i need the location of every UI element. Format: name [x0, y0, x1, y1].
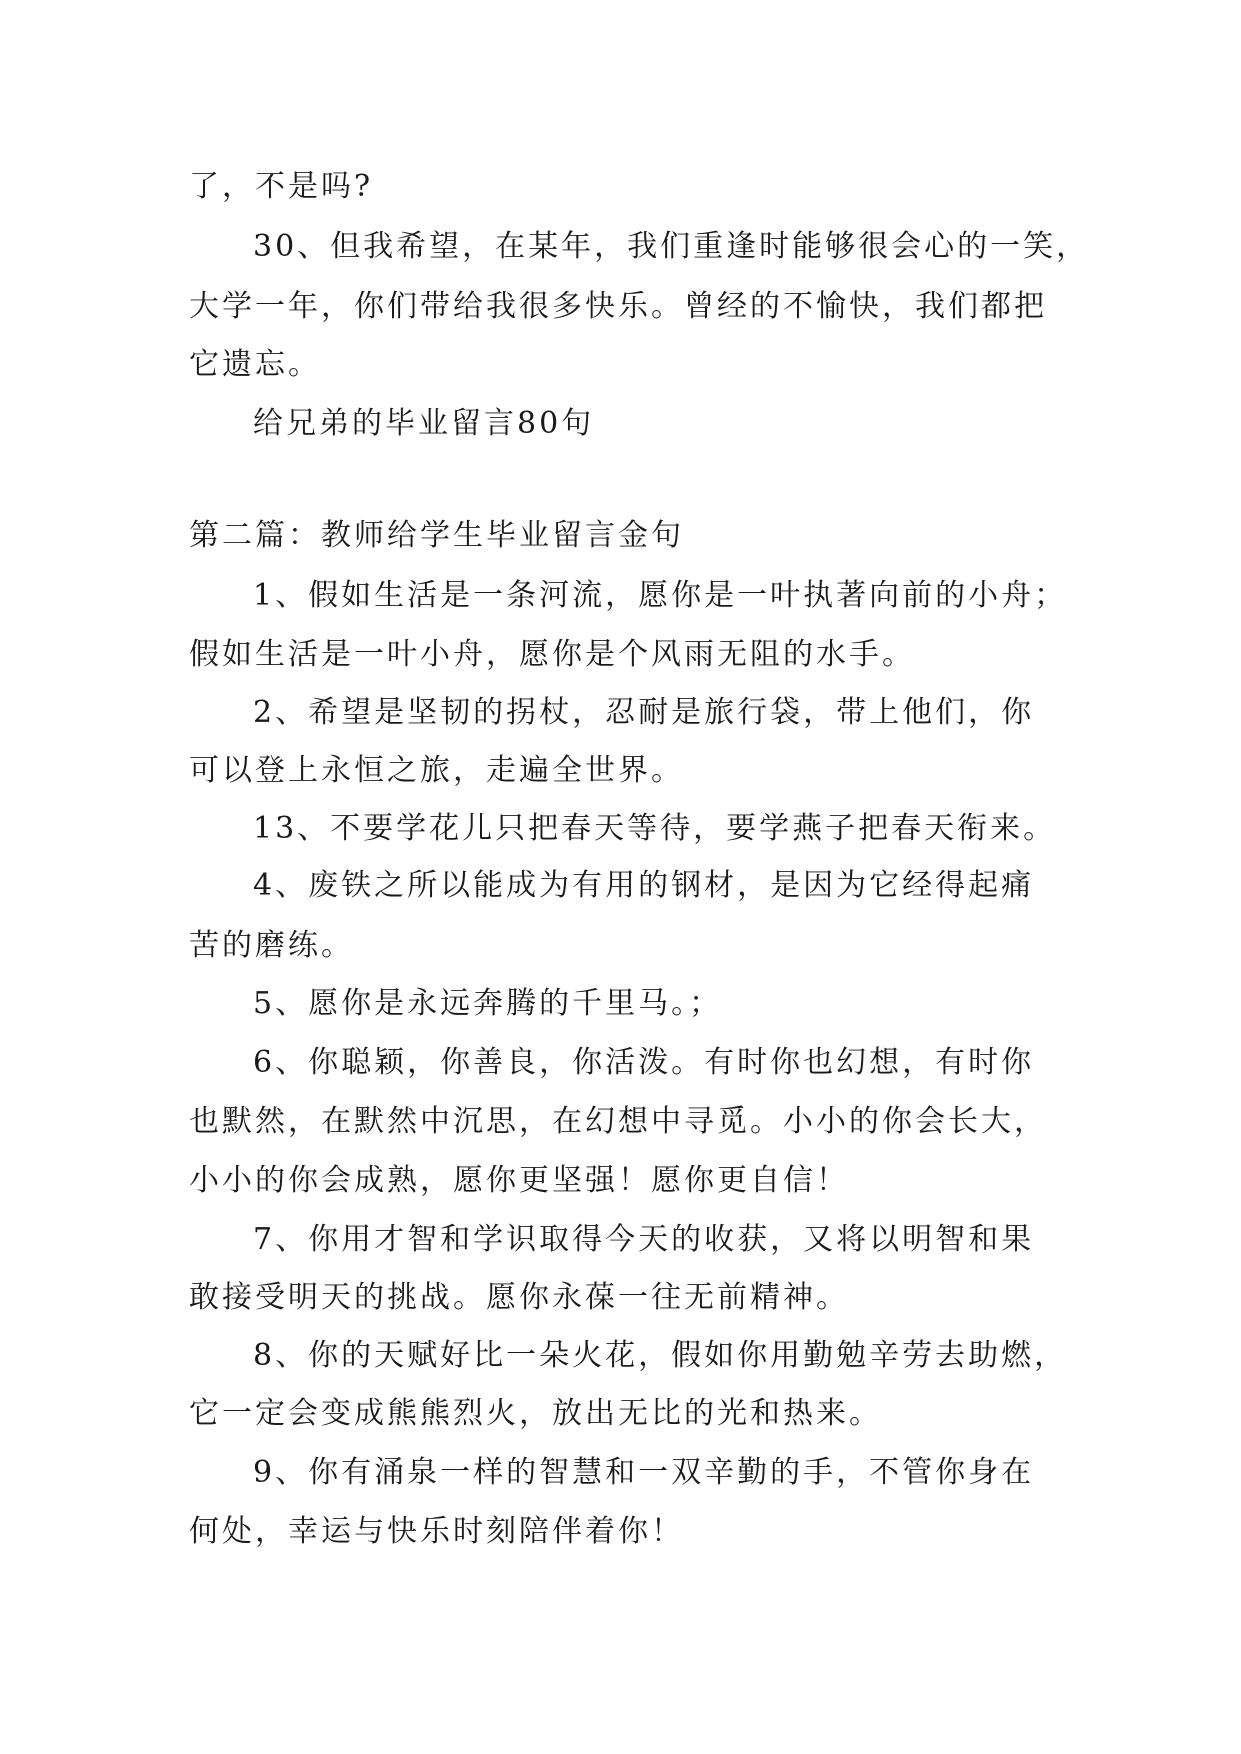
text-line: 大学一年，你们带给我很多快乐。曾经的不愉快，我们都把 — [189, 289, 1047, 324]
text-line: 13、不要学花儿只把春天等待，要学燕子把春天衔来。 — [253, 811, 1057, 846]
text-line: 4、废铁之所以能成为有用的钢材，是因为它经得起痛 — [253, 868, 1035, 903]
text-line: 1、假如生活是一条河流，愿你是一叶执著向前的小舟； — [253, 578, 1068, 613]
text-line: 8、你的天赋好比一朵火花，假如你用勤勉辛劳去助燃， — [253, 1338, 1068, 1373]
section-title-line: 给兄弟的毕业留言80句 — [253, 406, 595, 441]
text-line: 9、你有涌泉一样的智慧和一双辛勤的手，不管你身在 — [253, 1455, 1035, 1490]
text-line: 它遗忘。 — [189, 347, 321, 382]
text-line: 5、愿你是永远奔腾的千里马。； — [253, 986, 723, 1021]
text-line: 7、你用才智和学识取得今天的收获，又将以明智和果 — [253, 1222, 1035, 1257]
text-line: 可以登上永恒之旅，走遍全世界。 — [189, 753, 684, 788]
text-line: 小小的你会成熟，愿你更坚强！愿你更自信！ — [189, 1163, 849, 1198]
text-line: 它一定会变成熊熊烈火，放出无比的光和热来。 — [189, 1396, 882, 1431]
text-line: 也默然，在默然中沉思，在幻想中寻觅。小小的你会长大， — [189, 1104, 1047, 1139]
text-line: 敢接受明天的挑战。愿你永葆一往无前精神。 — [189, 1280, 849, 1315]
text-line: 假如生活是一叶小舟，愿你是个风雨无阻的水手。 — [189, 637, 915, 672]
text-line: 6、你聪颖，你善良，你活泼。有时你也幻想，有时你 — [253, 1045, 1035, 1080]
text-line: 2、希望是坚韧的拐杖，忍耐是旅行袋，带上他们，你 — [253, 695, 1035, 730]
text-line: 苦的磨练。 — [189, 928, 354, 963]
section-heading: 第二篇：教师给学生毕业留言金句 — [189, 518, 684, 553]
text-line: 了，不是吗? — [189, 169, 374, 204]
text-line: 30、但我希望，在某年，我们重逢时能够很会心的一笑， — [253, 229, 1090, 264]
text-line: 何处，幸运与快乐时刻陪伴着你！ — [189, 1514, 684, 1549]
